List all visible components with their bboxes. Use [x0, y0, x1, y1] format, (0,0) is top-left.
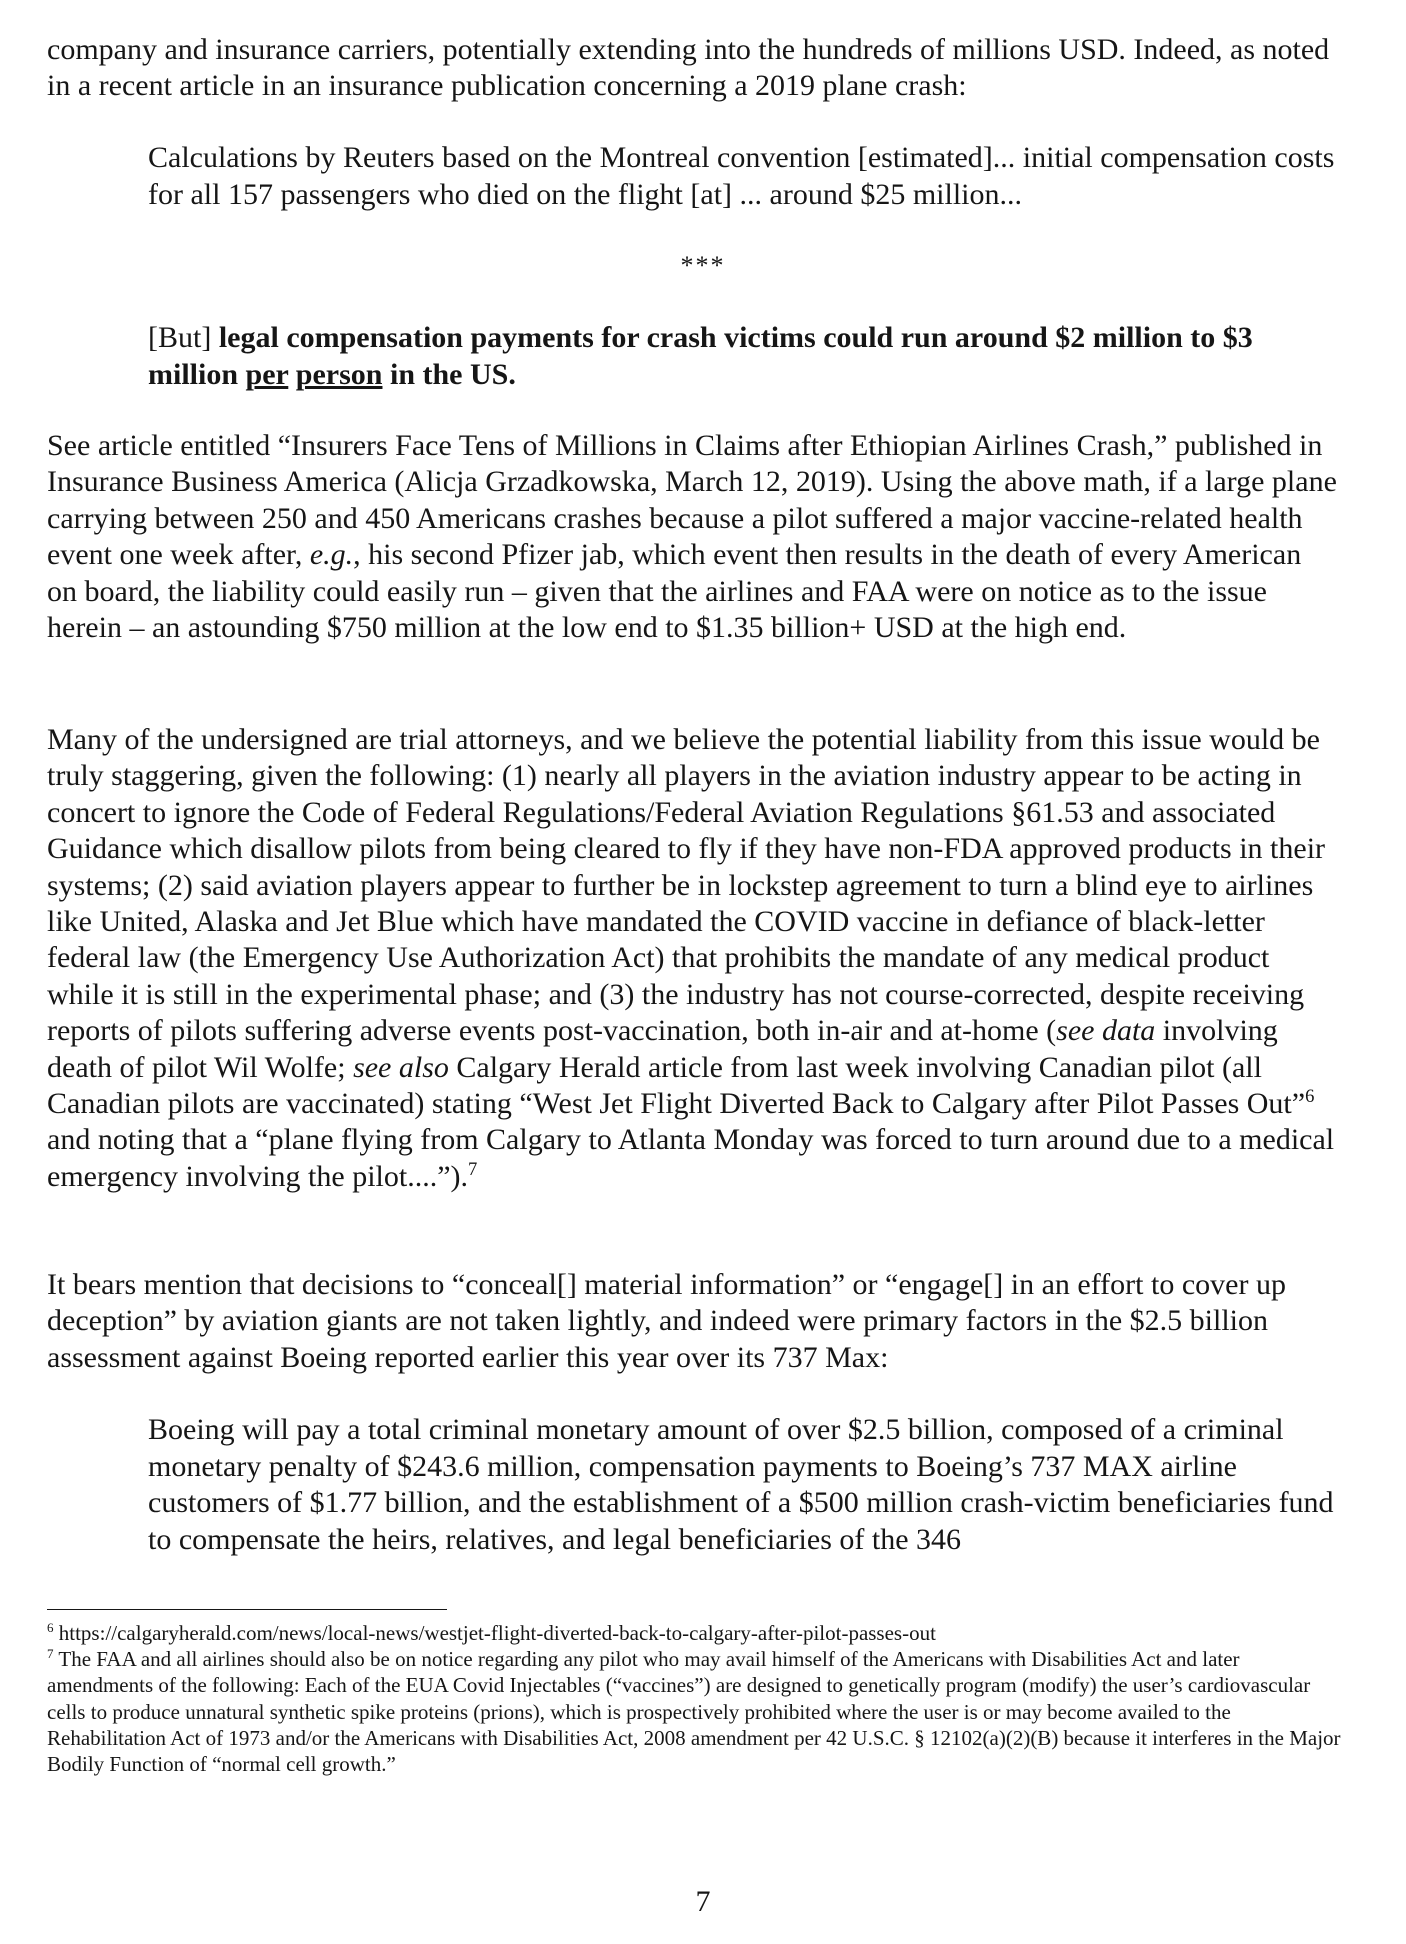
footnote-6-link[interactable]: https://calgaryherald.com/news/local-news/westjet-flight-diverted-back-to-calgary-after-pilot-passes-out — [53, 1621, 936, 1645]
footnote-6-marker: 6 — [47, 1620, 54, 1635]
paragraph-article-math-rest: , his second Pfizer jab, which event then results in the death of every American on board, the liability could easily run – given that the airlines and FAA were on notice as to the issue herein – an astounding $750 million at the low end to $1.35 billion+ USD at the high end. — [47, 538, 1302, 645]
footnote-6 — [47, 1620, 1347, 1646]
paragraph-boeing — [47, 1267, 1337, 1376]
footnote-ref-6[interactable]: 6 — [1305, 1086, 1315, 1108]
paragraph-boeing-text: It bears mention that decisions to “conceal[] material information” or “engage[] in an effort to cover up deception” by aviation giants are not taken lightly, and indeed were primary factors in the $2.5 billion assessment against Boeing reported earlier this year over its 737 Max: — [47, 1268, 1286, 1374]
italic-see-data: see data — [1056, 1014, 1156, 1048]
quote-bold-end: in the US. — [382, 357, 516, 391]
quote-underlined-per: per — [245, 357, 289, 391]
block-quote-boeing-text: Boeing will pay a total criminal monetary amount of over $2.5 billion, composed of a criminal monetary penalty of $243.6 million, compensation payments to Boeing’s 737 MAX airline customers of $1.77 billion, and the establishment of a $500 million crash-victim beneficiaries fund to compensate the heirs, relatives, and legal beneficiaries of the 346 — [148, 1413, 1334, 1556]
block-quote-boeing — [148, 1412, 1348, 1558]
quote-bold-text: legal compensation payments for crash victims could run around $2 million to $3 million — [148, 321, 1253, 391]
paragraph-liability-text-d: and noting that a “plane flying from Calgary to Atlanta Monday was forced to turn around due to a medical emergency involving the pilot....”). — [47, 1123, 1335, 1193]
paragraph-article-math — [47, 428, 1337, 646]
block-quote-reuters-text: Calculations by Reuters based on the Montreal convention [estimated]... initial compensation costs for all 157 passengers who died on the flight [at] ... around $25 million... — [148, 141, 1335, 211]
paragraph-article-math-text: See article entitled “Insurers Face Tens of Millions in Claims after Ethiopian Airlines Crash,” published in Insurance Business America (Alicja Grzadkowska, March 12, 2019). Using the above math, if a large plane carrying between 250 and 450 Americans crashes because a pilot suffered a major vaccine-related health event one week after, — [47, 429, 1337, 572]
paragraph-intro — [47, 32, 1337, 105]
footnote-ref-7[interactable]: 7 — [468, 1158, 478, 1180]
italic-eg: e.g. — [309, 538, 354, 572]
italic-see-also: see also — [353, 1050, 449, 1084]
quote-lead: [But] — [148, 321, 219, 354]
paragraph-liability-text: Many of the undersigned are trial attorneys, and we believe the potential liability from this issue would be truly staggering, given the following: (1) nearly all players in the aviation industry appear to be acting in concert to ignore the Code of Federal Regulations/Federal Aviation Regulations §61.53 and associated Guidance which disallow pilots from being cleared to fly if they have non-FDA approved products in their systems; (2) said aviation players appear to further be in lockstep agreement to turn a blind eye to airlines like United, Alaska and Jet Blue which have mandated the COVID vaccine in defiance of black-letter federal law (the Emergency Use Authorization Act) that prohibits the mandate of any medical product while it is still in the experimental phase; and (3) the industry has not course-corrected, despite receiving reports of pilots suffering adverse events post-vaccination, both in-air and at-home ( — [47, 723, 1326, 1048]
paragraph-liability-text-c: Calgary Herald article from last week involving Canadian pilot (all Canadian pilots are vaccinated) stating “West Jet Flight Diverted Back to Calgary after Pilot Passes Out” — [47, 1050, 1306, 1121]
paragraph-liability — [47, 722, 1337, 1195]
quote-underlined-person: person — [295, 357, 383, 391]
footnote-7-text: The FAA and all airlines should also be on notice regarding any pilot who may avail himself of the Americans with Disabilities Act and later amendments of the following: Each of the EUA Covid Injectables (“vaccines”) are designed to genetically program (modify) the user’s cardiovascular cells to produce unnatural synthetic spike proteins (prions), which is prospectively prohibited where the user is or may become availed to the Rehabilitation Act of 1973 and/or the Americans with Disabilities Act, 2008 amendment per 42 U.S.C. § 12102(a)(2)(B) because it interferes in the Major Bodily Function of “normal cell growth.” — [47, 1647, 1341, 1777]
footnote-7 — [47, 1646, 1347, 1777]
paragraph-intro-text: company and insurance carriers, potentially extending into the hundreds of millions USD. Indeed, as noted in a recent article in an insurance publication concerning a 2019 plane crash: — [47, 33, 1330, 103]
page-number: 7 — [695, 1885, 711, 1918]
footnote-7-marker: 7 — [47, 1646, 54, 1662]
block-quote-compensation — [148, 320, 1348, 393]
footnote-divider — [47, 1609, 447, 1610]
block-quote-reuters — [148, 140, 1348, 213]
footnotes-section — [47, 1620, 1347, 1777]
paragraph-liability-text-b: involving death of pilot Wil Wolfe; — [47, 1014, 1278, 1084]
ellipsis-stars: *** — [680, 251, 726, 280]
quote-space — [288, 358, 296, 391]
